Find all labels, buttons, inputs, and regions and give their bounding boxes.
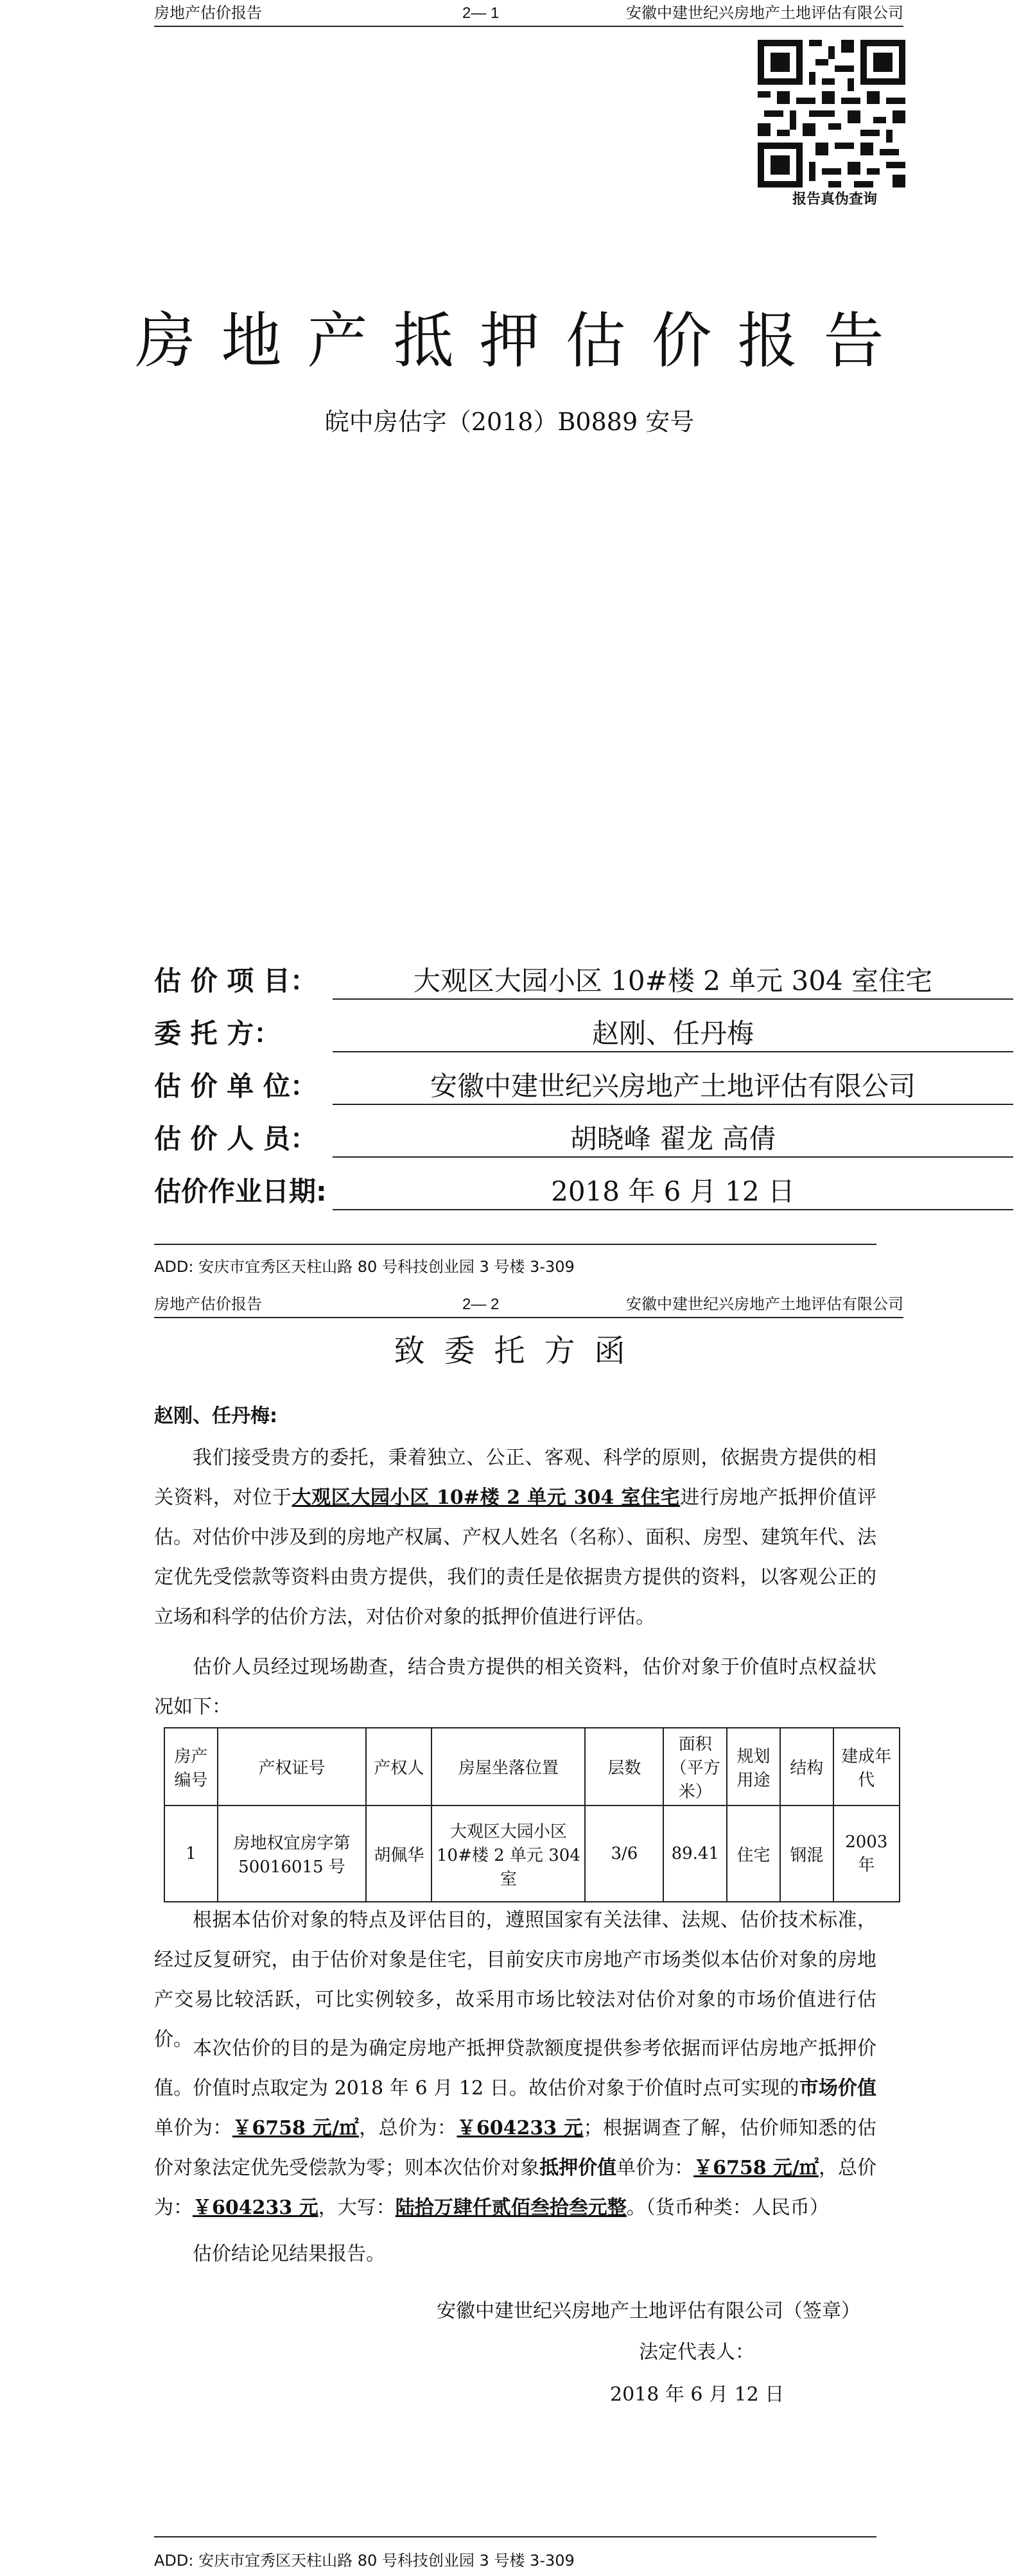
table-header: 规划用途 [727,1728,780,1806]
footer-divider [154,1244,876,1245]
info-value: 大观区大园小区 10#楼 2 单元 304 室住宅 [333,960,1013,1000]
table-row [164,1806,900,1902]
market-unit-price: ￥6758 元/㎡ [232,2117,360,2139]
signature-representative: 法定代表人： [639,2341,754,2363]
table-cell: 3/6 [585,1806,663,1902]
letter-title: 致委托方函 [394,1333,645,1369]
info-value: 安徽中建世纪兴房地产土地评估有限公司 [333,1065,1013,1105]
table-header-row [164,1728,900,1806]
page-header [154,0,903,27]
header-company: 安徽中建世纪兴房地产土地评估有限公司 [626,1296,903,1313]
table-header: 房屋坐落位置 [431,1728,585,1806]
info-label: 估 价 项 目： [154,965,317,996]
signature-date: 2018 年 6 月 12 日 [610,2383,785,2406]
table-header: 产权人 [366,1728,431,1806]
table-header: 房产编号 [164,1728,218,1806]
table-cell: 89.41 [663,1806,727,1902]
footer-divider [154,2536,876,2537]
market-total-price: ￥604233 元 [457,2117,584,2139]
info-label: 估价作业日期: [154,1176,327,1207]
paragraph-survey: 估价人员经过现场勘查，结合贵方提供的相关资料，估价对象于价值时点权益状况如下： [154,1656,876,1718]
table-cell: 钢混 [780,1806,833,1902]
paragraph-conclusion: 估价结论见结果报告。 [193,2243,385,2265]
table-cell: 住宅 [727,1806,780,1902]
property-table [164,1727,900,1902]
paragraph-valuation: 本次估价的目的是为确定房地产抵押贷款额度提供参考依据而评估房地产抵押价值。价值时点取定为 2018 年 6 月 12 日。故估价对象于价值时点可实现的市场价值单价为：￥6758 元/㎡，总价为：￥604233 元；根据调查了解，估价师知悉的估价对象法定优先受偿款为零；则本次估价对象抵押价值单价为：￥6758 元/㎡，总价为：￥604233 元，大写：陆拾万肆仟贰佰叁拾叁元整。（货币种类：人民币） [154,2037,877,2219]
info-value: 胡晓峰 翟龙 高倩 [333,1118,1013,1158]
info-label: 委 托 方： [154,1018,281,1049]
mortgage-value-label: 抵押价值 [539,2157,617,2179]
table-header: 建成年代 [833,1728,900,1806]
table-header: 结构 [780,1728,833,1806]
qr-code[interactable] [758,40,905,187]
header-company: 安徽中建世纪兴房地产土地评估有限公司 [626,4,903,22]
page-header [154,1291,903,1318]
salutation: 赵刚、任丹梅: [154,1405,277,1427]
appraisal-object: 大观区大园小区 10#楼 2 单元 304 室住宅 [292,1486,681,1509]
qr-caption: 报告真伪查询 [792,191,877,207]
paragraph-method: 根据本估价对象的特点及评估目的，遵照国家有关法律、法规、估价技术标准，经过反复研究，由于估价对象是住宅，目前安庆市房地产市场类似本估价对象的房地产交易比较活跃，可比实例较多，故采用市场比较法对估价对象的市场价值进行估价。 [154,1909,876,2051]
table-header: 层数 [585,1728,663,1806]
paragraph-intro: 我们接受贵方的委托，秉着独立、公正、客观、科学的原则，依据贵方提供的相关资料，对位于大观区大园小区 10#楼 2 单元 304 室住宅进行房地产抵押价值评估。对估价中涉及到的房地产权属、产权人姓名（名称）、面积、房型、建筑年代、法定优先受偿款等资料由贵方提供，我们的责任是依据贵方提供的资料，以客观公正的立场和科学的估价方法，对估价对象的抵押价值进行评估。 [154,1447,877,1628]
report-title: 房地产抵押估价报告 [135,306,910,376]
info-label: 估 价 人 员： [154,1123,317,1154]
signature-company: 安徽中建世纪兴房地产土地评估有限公司（签章） [437,2300,860,2322]
info-value: 赵刚、任丹梅 [333,1013,1013,1052]
header-left: 房地产估价报告 [154,1296,262,1313]
mortgage-unit-price: ￥6758 元/㎡ [693,2157,819,2179]
document-number: 皖中房估字（2018）B0889 安号 [324,408,695,436]
table-cell: 大观区大园小区10#楼 2 单元 304 室 [431,1806,585,1902]
table-cell: 1 [164,1806,218,1902]
info-label: 估 价 单 位： [154,1070,317,1102]
table-header: 面积（平方米） [663,1728,727,1806]
footer-address: ADD: 安庆市宜秀区天柱山路 80 号科技创业园 3 号楼 3-309 [154,1258,575,1276]
capital-amount: 陆拾万肆仟贰佰叁拾叁元整 [395,2197,627,2219]
header-page-number: 2— 2 [462,1296,500,1313]
header-left: 房地产估价报告 [154,4,262,22]
info-value: 2018 年 6 月 12 日 [333,1171,1013,1210]
table-cell: 胡佩华 [366,1806,431,1902]
table-cell: 房地权宜房字第 50016015 号 [218,1806,367,1902]
footer-address: ADD: 安庆市宜秀区天柱山路 80 号科技创业园 3 号楼 3-309 [154,2552,575,2570]
header-page-number: 2— 1 [462,4,500,22]
table-cell: 2003 年 [833,1806,900,1902]
table-header: 产权证号 [218,1728,367,1806]
market-value-label: 市场价值 [799,2077,877,2100]
mortgage-total-price: ￥604233 元 [193,2197,318,2219]
